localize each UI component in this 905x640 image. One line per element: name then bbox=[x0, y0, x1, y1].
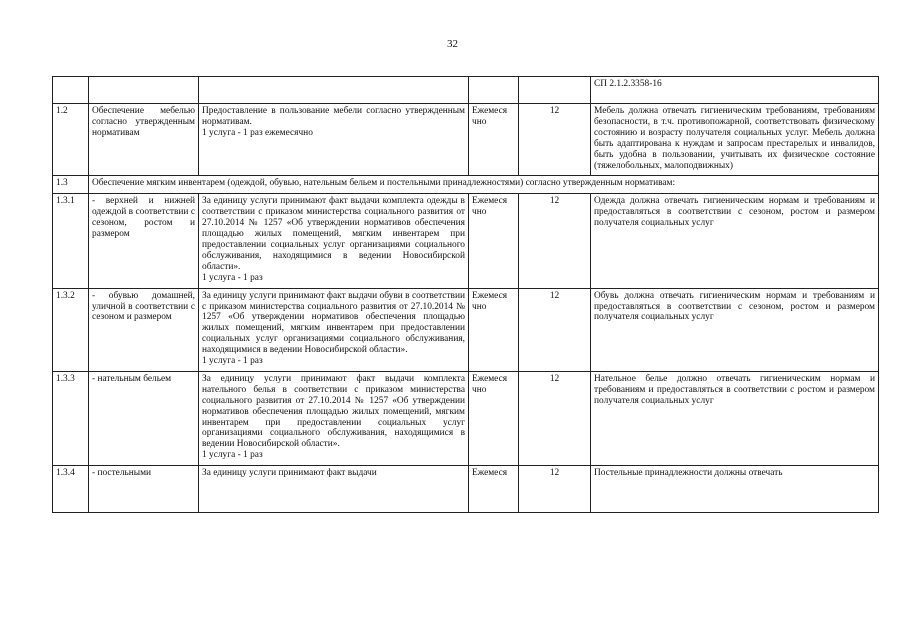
row-number: 1.3.2 bbox=[53, 288, 89, 371]
table-row bbox=[53, 288, 879, 371]
table-row bbox=[53, 104, 879, 176]
service-quantity bbox=[519, 77, 591, 104]
service-quantity: 12 bbox=[519, 466, 591, 513]
service-quantity: 12 bbox=[519, 194, 591, 288]
service-name: - верхней и нижней одеждой в соответствии с сезоном, ростом и размером bbox=[89, 194, 199, 288]
service-requirements: Постельные принадлежности должны отвечать bbox=[591, 466, 879, 513]
services-table bbox=[52, 76, 879, 513]
service-description: За единицу услуги принимают факт выдачи комплекта одежды в соответствии с приказом министерства социального развития от 27.10.2014 № 1257 «Об утверждении нормативов обеспечения площадью жилых помещений, мягким инвентарем при предоставлении социальных услуг организациями социального обслуживания, находящимися в ведении Новосибирской области». 1 услуга - 1 раз bbox=[199, 194, 469, 288]
service-requirements: СП 2.1.2.3358-16 bbox=[591, 77, 879, 104]
service-name: Обеспечение мебелью согласно утвержденным нормативам bbox=[89, 104, 199, 176]
service-name: - постельными bbox=[89, 466, 199, 513]
table-row bbox=[53, 77, 879, 104]
table-row bbox=[53, 466, 879, 513]
service-description: За единицу услуги принимают факт выдачи bbox=[199, 466, 469, 513]
service-period bbox=[469, 77, 519, 104]
row-number: 1.3.3 bbox=[53, 371, 89, 465]
row-number: 1.3 bbox=[53, 176, 89, 194]
service-name bbox=[89, 77, 199, 104]
service-period: Ежемеся bbox=[469, 466, 519, 513]
row-number bbox=[53, 77, 89, 104]
service-requirements: Нательное белье должно отвечать гигиеническим нормам и требованиям и предоставляться в соответствии с ростом и размером получателя социальных услуг bbox=[591, 371, 879, 465]
service-requirements: Одежда должна отвечать гигиеническим нормам и требованиям и предоставляться в соответствии с сезоном, ростом и размером получателя социальных услуг bbox=[591, 194, 879, 288]
service-quantity: 12 bbox=[519, 104, 591, 176]
row-number: 1.3.4 bbox=[53, 466, 89, 513]
table-row-section bbox=[53, 176, 879, 194]
table-row bbox=[53, 194, 879, 288]
service-period: Ежемеся чно bbox=[469, 371, 519, 465]
service-period: Ежемеся чно bbox=[469, 288, 519, 371]
service-name: - обувью домашней, уличной в соответствии с сезоном и размером bbox=[89, 288, 199, 371]
page-number: 32 bbox=[447, 38, 458, 50]
section-heading: Обеспечение мягким инвентарем (одеждой, обувью, нательным бельем и постельными принадлежностями) согласно утвержденным нормативам: bbox=[89, 176, 879, 194]
service-requirements: Мебель должна отвечать гигиеническим требованиям, требованиям безопасности, в т.ч. противопожарной, соответствовать физическому состоянию и возрасту получателя социальных услуг. Мебель должна быть адаптирована к нуждам и запросам престарелых и инвалидов, быть удобна в пользовании, учитывать их физическое состояние (тяжелобольных, малоподвижных) bbox=[591, 104, 879, 176]
service-quantity: 12 bbox=[519, 371, 591, 465]
row-number: 1.3.1 bbox=[53, 194, 89, 288]
service-description: Предоставление в пользование мебели согласно утвержденным нормативам. 1 услуга - 1 раз ежемесячно bbox=[199, 104, 469, 176]
row-number: 1.2 bbox=[53, 104, 89, 176]
service-description: За единицу услуги принимают факт выдачи комплекта нательного белья в соответствии с приказом министерства социального развития от 27.10.2014 № 1257 «Об утверждении нормативов обеспечения площадью жилых помещений, мягким инвентарем при предоставлении социальных услуг организациями социального обслуживания, находящимися в ведении Новосибирской области». 1 услуга - 1 раз bbox=[199, 371, 469, 465]
service-requirements: Обувь должна отвечать гигиеническим нормам и требованиям и предоставляться в соответствии с сезоном, ростом и размером получателя социальных услуг bbox=[591, 288, 879, 371]
service-period: Ежемеся чно bbox=[469, 194, 519, 288]
service-name: - нательным бельем bbox=[89, 371, 199, 465]
table-row bbox=[53, 371, 879, 465]
service-period: Ежемеся чно bbox=[469, 104, 519, 176]
service-description bbox=[199, 77, 469, 104]
service-description: За единицу услуги принимают факт выдачи обуви в соответствии с приказом министерства социального развития от 27.10.2014 № 1257 «Об утверждении нормативов обеспечения площадью жилых помещений, мягким инвентарем при предоставлении социальных услуг организациями социального обслуживания, находящимися в ведении Новосибирской области». 1 услуга - 1 раз bbox=[199, 288, 469, 371]
service-quantity: 12 bbox=[519, 288, 591, 371]
